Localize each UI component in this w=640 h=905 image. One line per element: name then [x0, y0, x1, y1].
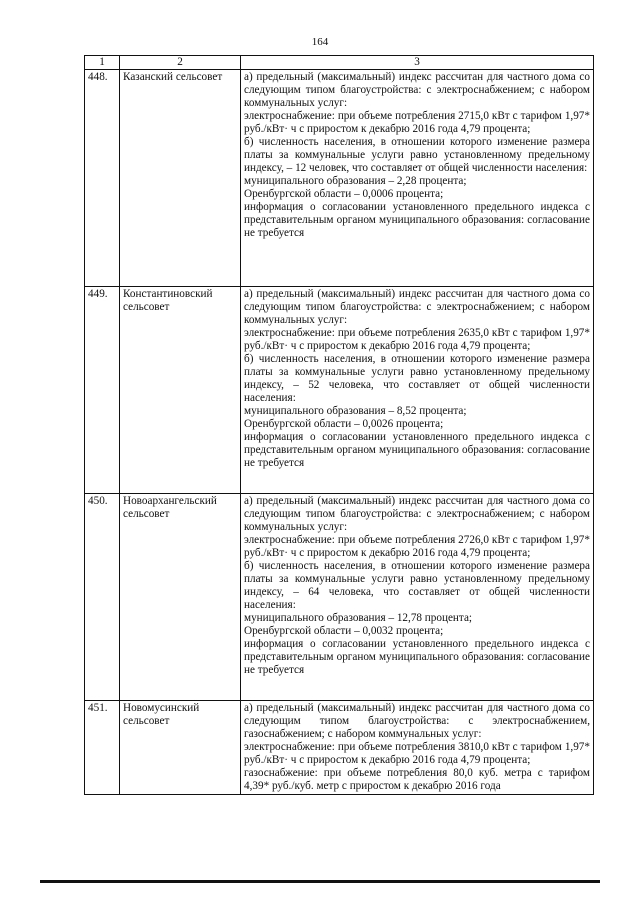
municipality-name: Новомусинский сельсовет: [120, 701, 241, 795]
row-number: 449.: [85, 287, 120, 494]
table-row: [85, 287, 594, 494]
detail-line: муниципального образования – 8,52 процента;: [244, 405, 467, 417]
column-header-3: 3: [241, 56, 594, 70]
municipality-name: Казанский сельсовет: [120, 70, 241, 287]
detail-line: электроснабжение: при объеме потребления 2635,0 кВт с тарифом 1,97* руб./кВт· ч с приростом к декабрю 2016 года 4,79 процента;: [244, 327, 590, 352]
page-number: 164: [311, 36, 329, 48]
table-row: [85, 701, 594, 795]
row-number: 450.: [85, 494, 120, 701]
detail-line: а) предельный (максимальный) индекс рассчитан для частного дома со следующим типом благоустройства: с электроснабжением, газоснабжением; с набором коммунальных услуг:: [244, 702, 590, 740]
detail-line: а) предельный (максимальный) индекс рассчитан для частного дома со следующим типом благоустройства: с электроснабжением; с набором коммунальных услуг:: [244, 495, 590, 533]
detail-line: информация о согласовании установленного предельного индекса с представительным органом муниципального образования: согласование не требуется: [244, 201, 590, 239]
row-number: 448.: [85, 70, 120, 287]
table-row: [85, 494, 594, 701]
row-details: [241, 70, 594, 287]
row-details: [241, 494, 594, 701]
row-number: 451.: [85, 701, 120, 795]
column-header-1: 1: [85, 56, 120, 70]
detail-line: муниципального образования – 2,28 процента;: [244, 175, 467, 187]
detail-line: электроснабжение: при объеме потребления 2726,0 кВт с тарифом 1,97* руб./кВт· ч с приростом к декабрю 2016 года 4,79 процента;: [244, 534, 590, 559]
detail-line: б) численность населения, в отношении которого изменение размера платы за коммунальные услуги равно установленному предельному индексу, – 52 человека, что составляет от общей численности населения:: [244, 353, 590, 404]
municipal-index-table: [84, 55, 594, 795]
detail-line: а) предельный (максимальный) индекс рассчитан для частного дома со следующим типом благоустройства: с электроснабжением; с набором коммунальных услуг:: [244, 288, 590, 326]
detail-line: Оренбургской области – 0,0006 процента;: [244, 188, 444, 200]
municipality-name: Константиновский сельсовет: [120, 287, 241, 494]
detail-line: б) численность населения, в отношении которого изменение размера платы за коммунальные услуги равно установленному предельному индексу, – 64 человека, что составляет от общей численности населения:: [244, 560, 590, 611]
detail-line: б) численность населения, в отношении которого изменение размера платы за коммунальные услуги равно установленному предельному индексу, – 12 человек, что составляет от общей численности населения:: [244, 136, 590, 174]
detail-line: а) предельный (максимальный) индекс рассчитан для частного дома со следующим типом благоустройства: с электроснабжением; с набором коммунальных услуг:: [244, 71, 590, 109]
detail-line: электроснабжение: при объеме потребления 2715,0 кВт с тарифом 1,97* руб./кВт· ч с приростом к декабрю 2016 года 4,79 процента;: [244, 110, 590, 135]
detail-line: информация о согласовании установленного предельного индекса с представительным органом муниципального образования: согласование не требуется: [244, 431, 590, 469]
row-details: [241, 287, 594, 494]
detail-line: газоснабжение: при объеме потребления 80,0 куб. метра с тарифом 4,39* руб./куб. метр с приростом к декабрю 2016 года: [244, 767, 590, 792]
detail-line: Оренбургской области – 0,0032 процента;: [244, 625, 444, 637]
bottom-rule: [40, 880, 600, 883]
detail-line: муниципального образования – 12,78 процента;: [244, 612, 473, 624]
detail-line: Оренбургской области – 0,0026 процента;: [244, 418, 444, 430]
detail-line: информация о согласовании установленного предельного индекса с представительным органом муниципального образования: согласование не требуется: [244, 638, 590, 676]
table-header-row: [85, 56, 594, 70]
table-row: [85, 70, 594, 287]
column-header-2: 2: [120, 56, 241, 70]
row-details: [241, 701, 594, 795]
municipality-name: Новоархангельский сельсовет: [120, 494, 241, 701]
detail-line: электроснабжение: при объеме потребления 3810,0 кВт с тарифом 1,97* руб./кВт· ч с приростом к декабрю 2016 года 4,79 процента;: [244, 741, 590, 766]
